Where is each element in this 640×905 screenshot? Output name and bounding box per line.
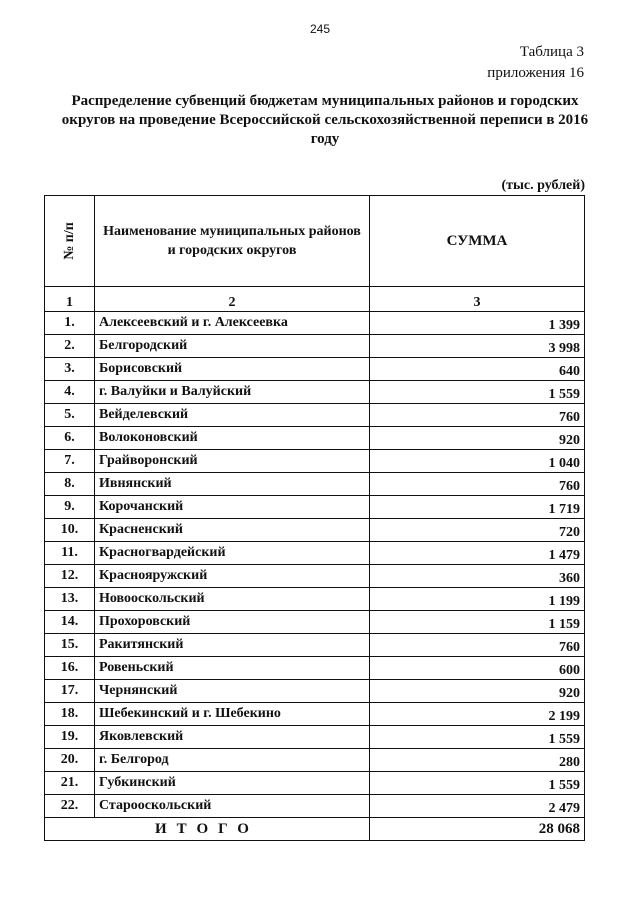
row-name: Вейделевский <box>95 404 370 427</box>
row-amount: 1 040 <box>370 450 585 473</box>
table-row <box>45 404 585 427</box>
row-number: 19. <box>45 726 95 749</box>
row-amount: 760 <box>370 473 585 496</box>
row-amount: 920 <box>370 427 585 450</box>
row-name: Чернянский <box>95 680 370 703</box>
row-amount: 760 <box>370 404 585 427</box>
total-label: ИТОГО <box>45 818 370 841</box>
row-amount: 2 199 <box>370 703 585 726</box>
subsidy-table <box>44 195 585 841</box>
row-amount: 1 479 <box>370 542 585 565</box>
row-number: 9. <box>45 496 95 519</box>
row-number: 5. <box>45 404 95 427</box>
table-row <box>45 726 585 749</box>
row-number: 10. <box>45 519 95 542</box>
row-number: 1. <box>45 312 95 335</box>
table-row <box>45 473 585 496</box>
table-row <box>45 680 585 703</box>
table-body <box>45 312 585 818</box>
header-sum: СУММА <box>370 196 585 287</box>
row-name: Старооскольский <box>95 795 370 818</box>
row-number: 6. <box>45 427 95 450</box>
table-header-row <box>45 196 585 287</box>
row-amount: 640 <box>370 358 585 381</box>
table-row <box>45 335 585 358</box>
row-number: 18. <box>45 703 95 726</box>
row-number: 21. <box>45 772 95 795</box>
row-amount: 1 199 <box>370 588 585 611</box>
row-number: 2. <box>45 335 95 358</box>
row-name: Корочанский <box>95 496 370 519</box>
row-name: Алексеевский и г. Алексеевка <box>95 312 370 335</box>
table-row <box>45 450 585 473</box>
table-row <box>45 358 585 381</box>
page-number: 245 <box>309 22 331 36</box>
row-name: Красненский <box>95 519 370 542</box>
row-name: Грайворонский <box>95 450 370 473</box>
total-row <box>45 818 585 841</box>
row-amount: 280 <box>370 749 585 772</box>
header-num <box>45 196 95 287</box>
row-amount: 2 479 <box>370 795 585 818</box>
table-row <box>45 381 585 404</box>
header-num-label: № п/п <box>61 222 77 260</box>
row-number: 22. <box>45 795 95 818</box>
row-name: Ракитянский <box>95 634 370 657</box>
appendix-table-label: Таблица 3 <box>519 44 584 60</box>
row-amount: 920 <box>370 680 585 703</box>
row-name: Губкинский <box>95 772 370 795</box>
row-amount: 3 998 <box>370 335 585 358</box>
column-index-row <box>45 287 585 312</box>
table-row <box>45 634 585 657</box>
row-name: Борисовский <box>95 358 370 381</box>
row-number: 3. <box>45 358 95 381</box>
row-name: Шебекинский и г. Шебекино <box>95 703 370 726</box>
table-row <box>45 427 585 450</box>
row-name: Краснояружский <box>95 565 370 588</box>
document-title: Распределение субвенций бюджетам муниципальных районов и городских округов на проведение Всероссийской сельскохозяйственной переписи в 2016 году <box>61 93 589 147</box>
column-index-2: 2 <box>95 287 370 312</box>
row-number: 12. <box>45 565 95 588</box>
row-amount: 1 399 <box>370 312 585 335</box>
row-name: Яковлевский <box>95 726 370 749</box>
header-name: Наименование муниципальных районов и городских округов <box>95 196 370 287</box>
table-row <box>45 312 585 335</box>
unit-label: (тыс. рублей) <box>501 178 585 193</box>
table-row <box>45 519 585 542</box>
row-number: 17. <box>45 680 95 703</box>
table-row <box>45 588 585 611</box>
row-amount: 1 559 <box>370 772 585 795</box>
table-row <box>45 772 585 795</box>
total-amount: 28 068 <box>370 818 585 841</box>
row-number: 15. <box>45 634 95 657</box>
row-name: Белгородский <box>95 335 370 358</box>
row-name: г. Белгород <box>95 749 370 772</box>
row-name: Ивнянский <box>95 473 370 496</box>
row-number: 4. <box>45 381 95 404</box>
table-row <box>45 496 585 519</box>
row-name: г. Валуйки и Валуйский <box>95 381 370 404</box>
row-amount: 600 <box>370 657 585 680</box>
row-amount: 1 719 <box>370 496 585 519</box>
row-amount: 760 <box>370 634 585 657</box>
row-amount: 720 <box>370 519 585 542</box>
table-row <box>45 703 585 726</box>
column-index-1: 1 <box>45 287 95 312</box>
row-number: 13. <box>45 588 95 611</box>
row-name: Волоконовский <box>95 427 370 450</box>
row-number: 20. <box>45 749 95 772</box>
row-amount: 360 <box>370 565 585 588</box>
appendix-ref-label: приложения 16 <box>487 65 584 81</box>
table-row <box>45 611 585 634</box>
table-row <box>45 542 585 565</box>
row-name: Ровеньский <box>95 657 370 680</box>
row-number: 16. <box>45 657 95 680</box>
table-row <box>45 795 585 818</box>
row-amount: 1 559 <box>370 726 585 749</box>
row-name: Красногвардейский <box>95 542 370 565</box>
row-number: 11. <box>45 542 95 565</box>
row-number: 14. <box>45 611 95 634</box>
column-index-3: 3 <box>370 287 585 312</box>
row-amount: 1 159 <box>370 611 585 634</box>
row-number: 8. <box>45 473 95 496</box>
row-name: Прохоровский <box>95 611 370 634</box>
row-name: Новооскольский <box>95 588 370 611</box>
table-row <box>45 749 585 772</box>
table-row <box>45 565 585 588</box>
row-number: 7. <box>45 450 95 473</box>
row-amount: 1 559 <box>370 381 585 404</box>
table-row <box>45 657 585 680</box>
